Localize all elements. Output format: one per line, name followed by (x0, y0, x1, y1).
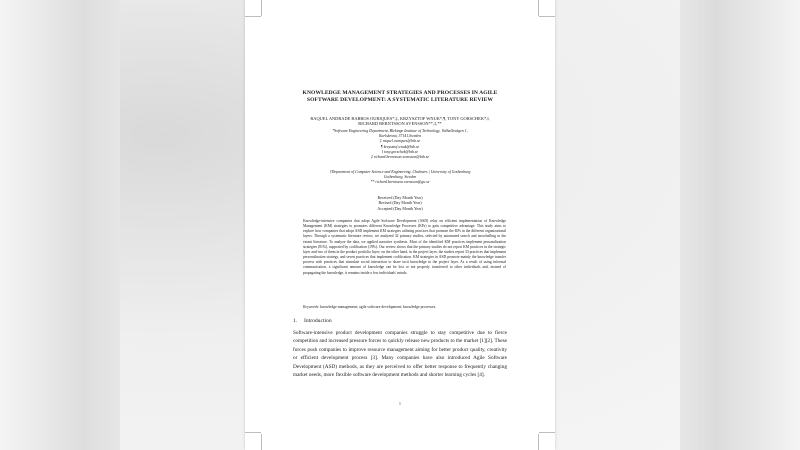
affiliation-secondary (285, 170, 515, 186)
email-line: ** richard.berntsson.svensson@gu.se (370, 180, 430, 185)
publication-dates (285, 195, 515, 211)
section-heading (293, 318, 332, 325)
affiliation-line: Karlskrona, 37141,Sweden (378, 134, 422, 139)
keywords (303, 305, 506, 310)
affiliation-primary (285, 129, 515, 160)
revised-date: Revised (Day Month Year) (378, 200, 422, 206)
crop-mark (538, 0, 539, 16)
abstract: Knowledge-intensive companies that adopt Agile Software Development (ASD) relay on efficient implementation of Knowledge Management (KM) strategies to promotes different Knowledge Processes (KPs) to gain competitive advantage. This study aims to explore how companies that adopt ASD implement KM strategies utilizing practices that promote the KPs in the different organizational layers. Through a systematic literature review, we analyzed 32 primary studies, selected by automated search and snowballing in the extant literature. To analyze the data, we applied narrative synthesis. Most of the identified KM practices implement personalization strategies (81%), supported by codification (19%). Our review shows that the primary studies do not report KM practices in the strategic layer and two of them in the product portfolio layer; on the other hand, in the project layer, the studies report 33 practices that implement personalization strategy, and seven practices that implement codification. KM strategies in ASD promote mainly the knowledge transfer process with practices that stimulate social interaction to share tacit knowledge in the project layer. As a result of using informal communication, a significant amount of knowledge can be lost or not properly transferred to other individuals and, instead of propagating the knowledge, it remains inside a few individuals' minds. (303, 219, 506, 275)
affiliation-line: Gothenburg, Sweden (383, 175, 417, 180)
crop-mark (539, 16, 555, 17)
crop-mark (539, 432, 555, 433)
crop-mark (538, 434, 539, 450)
title-line: KNOWLEDGE MANAGEMENT STRATEGIES AND PROCESSES IN AGILE (302, 90, 498, 96)
accepted-date: Accepted (Day Month Year) (377, 205, 423, 211)
paper-title (285, 90, 515, 104)
affiliation-line: †Department of Computer Science and Engineering, Chalmers | University of Gothenburg (329, 170, 471, 174)
section-number: 1. (293, 318, 298, 324)
crop-mark (245, 432, 261, 433)
author-list (285, 116, 515, 127)
crop-mark (261, 0, 262, 16)
introduction-paragraph: Software-intensive product development companies struggle to stay competitive due to fierce competition and increased pressure forces to quickly release new products to the market [1][2]. These forces push companies to improve resource management aiming for better product quality, creativity or efficient development process [3]. Many companies have also introduced Agile Software Development (ASD) methods, as they are perceived to offer better response to frequently changing market needs, more flexible software development methods and shorter learning cycles [4]. (293, 330, 507, 379)
paper-page (245, 0, 555, 450)
title-line: SOFTWARE DEVELOPMENT: A SYSTEMATIC LITERATURE REVIEW (306, 97, 494, 104)
crop-mark (245, 16, 261, 17)
email-line: ‡ richard.berntsson.svensson@bth.se (370, 155, 430, 160)
crop-mark (261, 434, 262, 450)
email-line: ‖ tony.gorschek@bth.se (381, 149, 419, 154)
received-date: Received (Day Month Year) (377, 195, 423, 200)
right-margin-shadow (680, 0, 800, 450)
keywords-text: : knowledge management; agile software development; knowledge processes. (318, 305, 437, 309)
page-number: 1 (399, 402, 401, 406)
left-margin-shadow (0, 0, 120, 450)
author-line: RICHARD BERNTSSON SVENSSON**,‡,** (358, 121, 442, 127)
section-title: Introduction (304, 318, 332, 324)
keywords-label: Keywords (303, 305, 319, 309)
affiliation-line: *Software Engineering Department, Blekinge Institute of Technology, Valhallavägen 1, (332, 129, 468, 133)
email-line: ¶ krzysztof.wnuk@bth.se (380, 144, 420, 149)
email-line: ‡ raquel.ouriques@bth.se (379, 139, 421, 144)
author-line: RAQUEL ANDRADE BARROS OURIQUES*,‡, KRZYSZTOF WNUK*,¶, TONY GORSCHEK*,‖, (310, 116, 490, 121)
